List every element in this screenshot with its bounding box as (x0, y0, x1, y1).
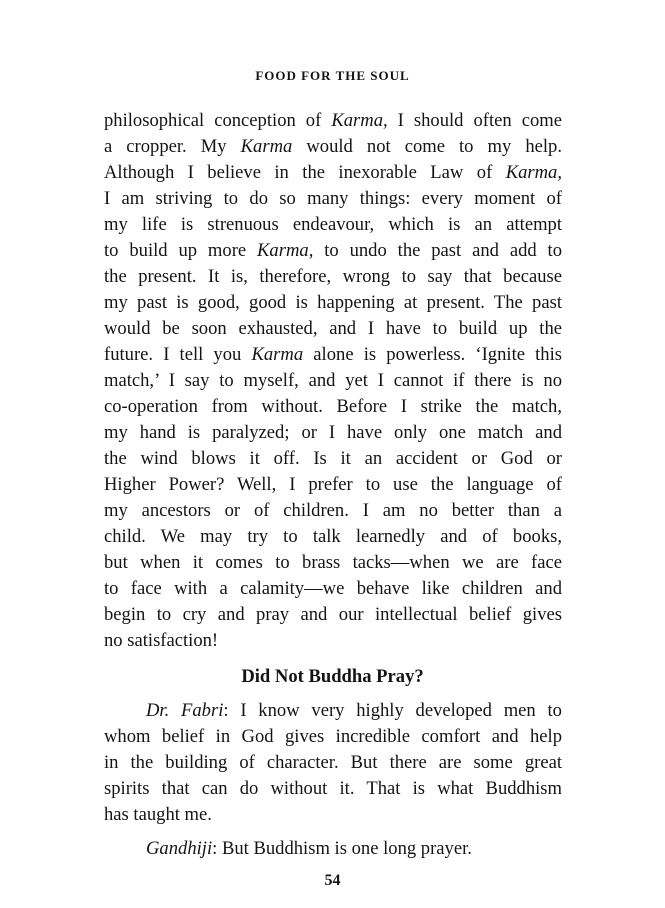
text-line: my past is good, good is happening at present. The past (104, 292, 562, 313)
text-line: my ancestors or of children. I am no better than a (104, 500, 562, 521)
text-line: a cropper. My Karma would not come to my help. (104, 136, 562, 157)
text-line: child. We may try to talk learnedly and of books, (104, 526, 562, 547)
text-line: my hand is paralyzed; or I have only one match and (104, 422, 562, 443)
text-line: Although I believe in the inexorable Law of Karma, (104, 162, 562, 183)
text-line: would be soon exhausted, and I have to build up the (104, 318, 562, 339)
running-head: FOOD FOR THE SOUL (255, 68, 410, 83)
text-line: future. I tell you Karma alone is powerless. ‘Ignite this (104, 344, 562, 365)
text-line: spirits that can do without it. That is what Buddhism (104, 778, 562, 799)
text-line: my life is strenuous endeavour, which is an attempt (104, 214, 562, 235)
text-line: has taught me. (104, 804, 212, 825)
text-line: to build up more Karma, to undo the past and add to (104, 240, 563, 261)
text-line: begin to cry and pray and our intellectual belief gives (104, 604, 562, 625)
text-line: whom belief in God gives incredible comfort and help (104, 726, 562, 747)
text-line: in the building of character. But there are some great (104, 752, 562, 773)
section-heading: Did Not Buddha Pray? (241, 666, 424, 687)
text-line: the present. It is, therefore, wrong to say that because (104, 266, 562, 287)
text-line: I am striving to do so many things: every moment of (104, 188, 562, 209)
text-line: the wind blows it off. Is it an accident or God or (104, 448, 562, 469)
text-line: Gandhiji: But Buddhism is one long prayer. (146, 838, 472, 859)
text-line: match,’ I say to myself, and yet I cannot if there is no (104, 370, 562, 391)
text-line: Higher Power? Well, I prefer to use the language of (104, 474, 562, 495)
text-line: philosophical conception of Karma, I should often come (104, 110, 562, 131)
text-line: co-operation from without. Before I strike the match, (104, 396, 562, 417)
speaker-name: Dr. Fabri (146, 700, 224, 721)
text-line: no satisfaction! (104, 630, 219, 651)
text-line: to face with a calamity—we behave like children and (104, 578, 562, 599)
page-number: 54 (324, 872, 341, 889)
speaker-name: Gandhiji (146, 838, 213, 859)
text-line: Dr. Fabri: I know very highly developed men to (146, 700, 562, 721)
text-line: but when it comes to brass tacks—when we are face (104, 552, 562, 573)
